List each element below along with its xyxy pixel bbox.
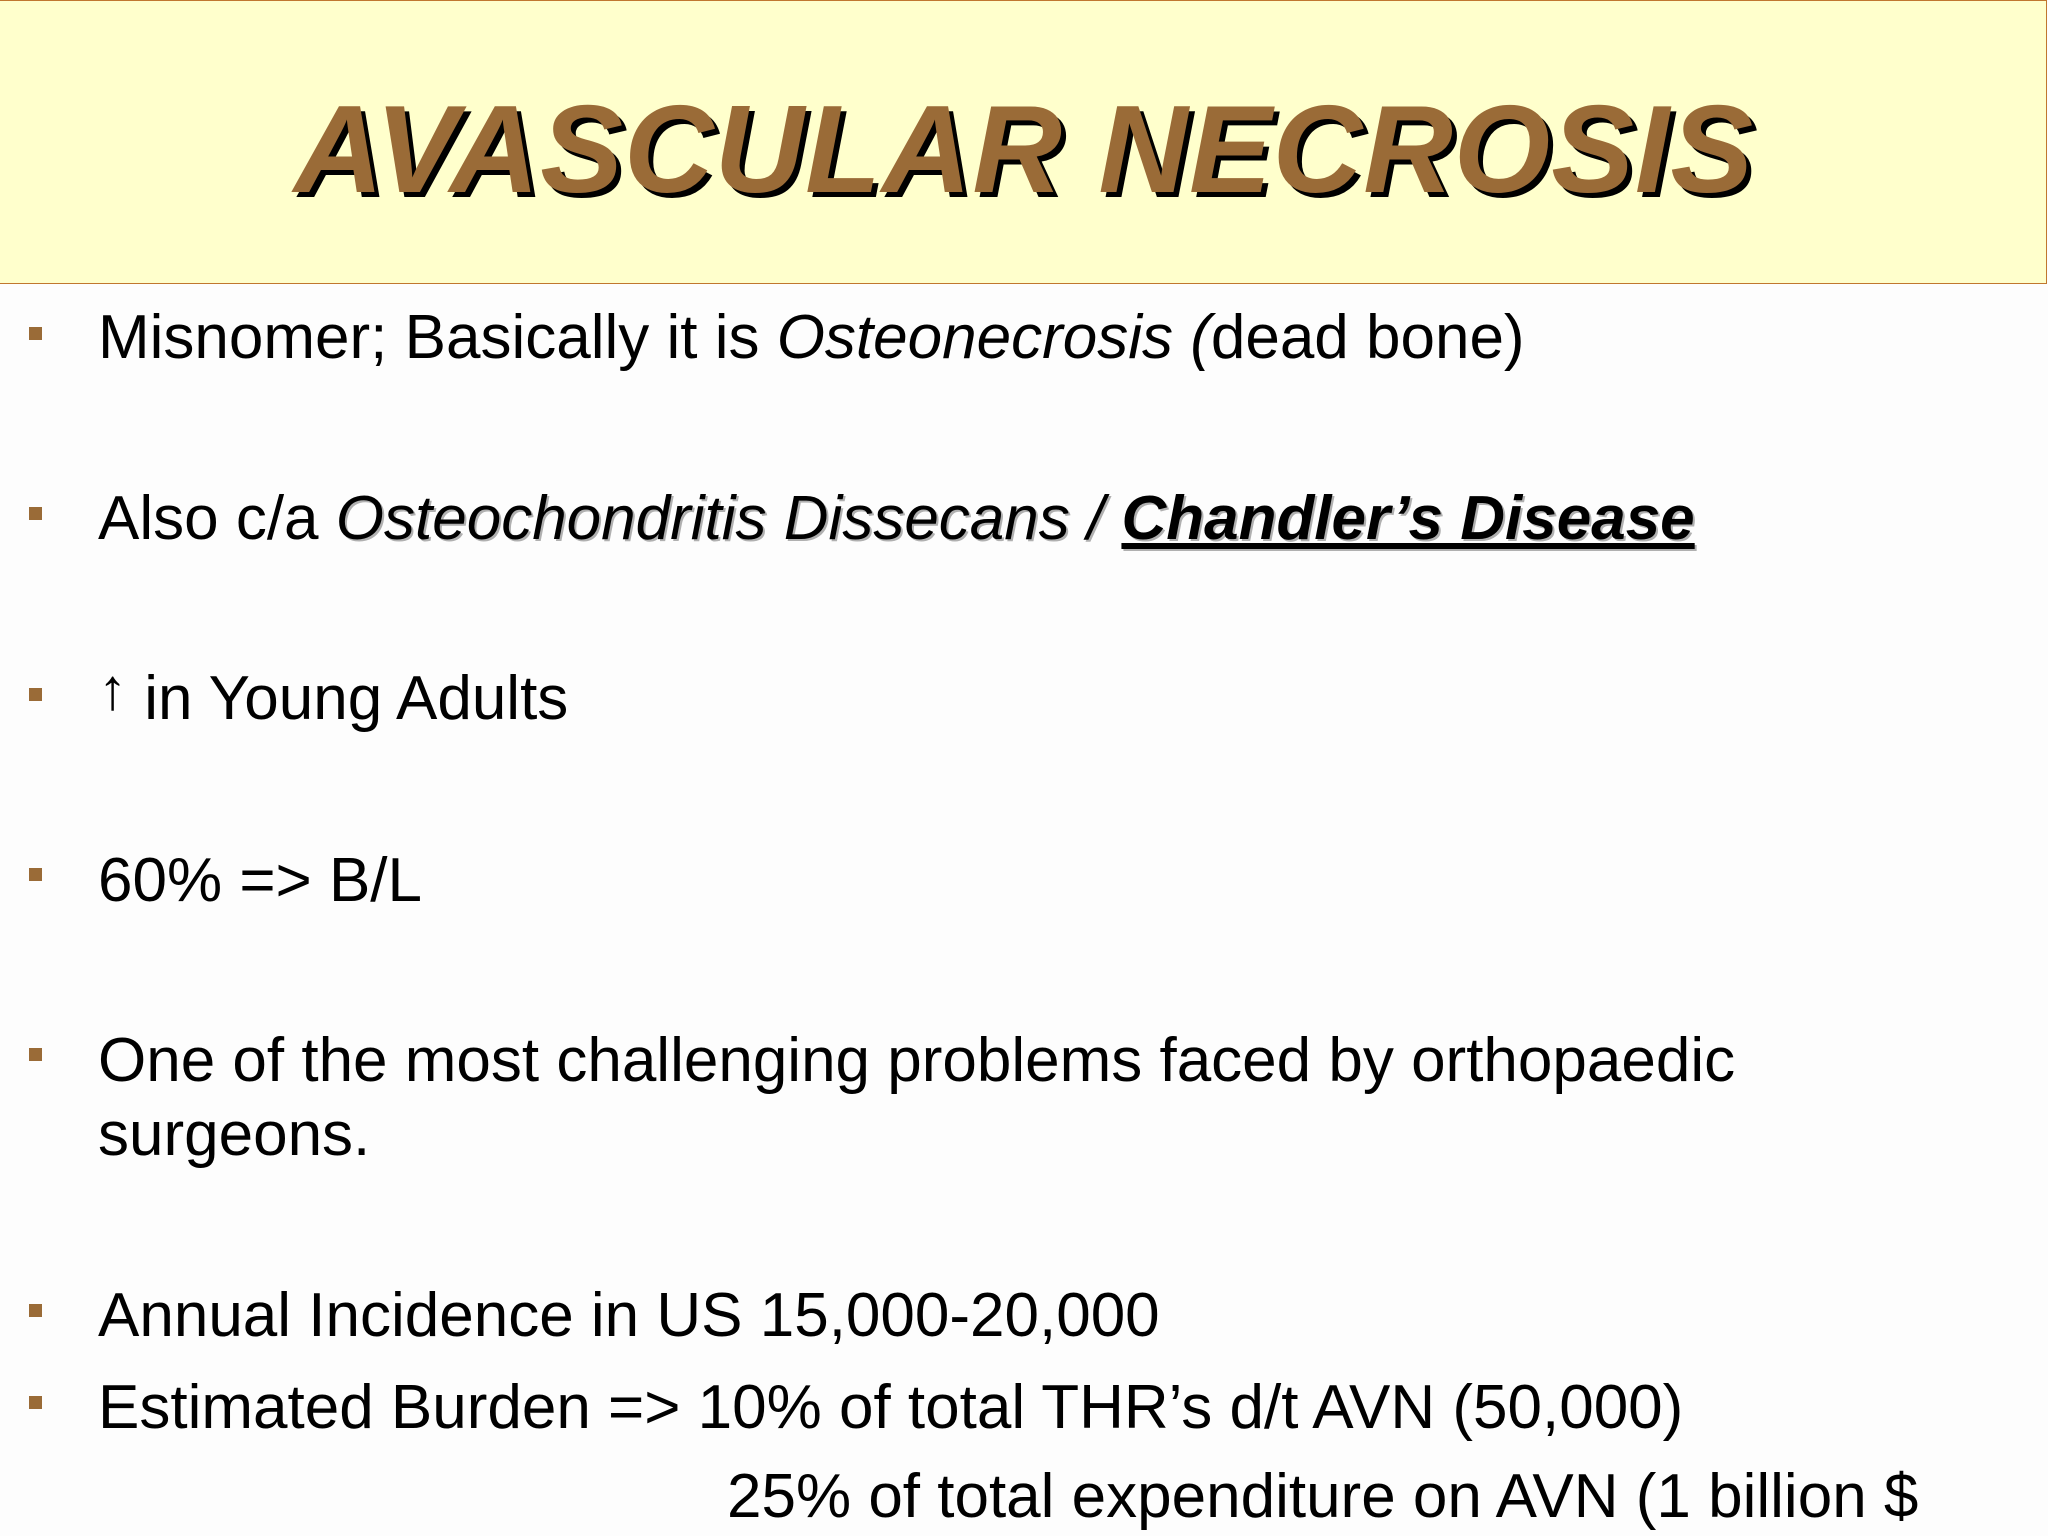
bullet-marker-2 [29, 507, 42, 520]
bullet-7-continuation: 25% of total expenditure on AVN (1 billion $ [727, 1462, 1919, 1531]
bullet-2-italic: Osteochondritis Dissecans / [335, 484, 1122, 553]
bullet-marker-1 [29, 327, 42, 340]
bullet-5-line-1: One of the most challenging problems faced by orthopaedic [98, 1026, 1736, 1095]
bullet-marker-5 [29, 1048, 42, 1061]
bullet-4-text: 60% => B/L [98, 846, 423, 915]
bullet-marker-4 [29, 868, 42, 881]
bullet-5-line-2: surgeons. [98, 1100, 371, 1169]
bullet-marker-6 [29, 1304, 42, 1317]
bullet-marker-7 [29, 1396, 42, 1409]
bullet-7-text: Estimated Burden => 10% of total THR’s d/t AVN (50,000) [98, 1373, 1684, 1442]
bullet-1-italic: Osteonecrosis ( [776, 303, 1211, 372]
bullet-2-pre: Also c/a [98, 484, 336, 553]
slide-title: AVASCULAR NECROSIS [293, 81, 1755, 219]
bullet-2-disease-name: Chandler’s Disease [1121, 484, 1695, 553]
bullet-1-pre: Misnomer; Basically it is [98, 303, 777, 372]
bullet-3-text [98, 657, 569, 736]
bullet-2-text [98, 483, 1695, 555]
bullet-3-label: in Young Adults [127, 664, 569, 733]
bullet-1-post: dead bone) [1210, 303, 1525, 372]
bullet-6-text: Annual Incidence in US 15,000-20,000 [98, 1281, 1160, 1350]
bullet-marker-3 [29, 688, 42, 701]
up-arrow-icon: ↑ [98, 657, 127, 722]
bullet-1-text [98, 302, 1525, 374]
